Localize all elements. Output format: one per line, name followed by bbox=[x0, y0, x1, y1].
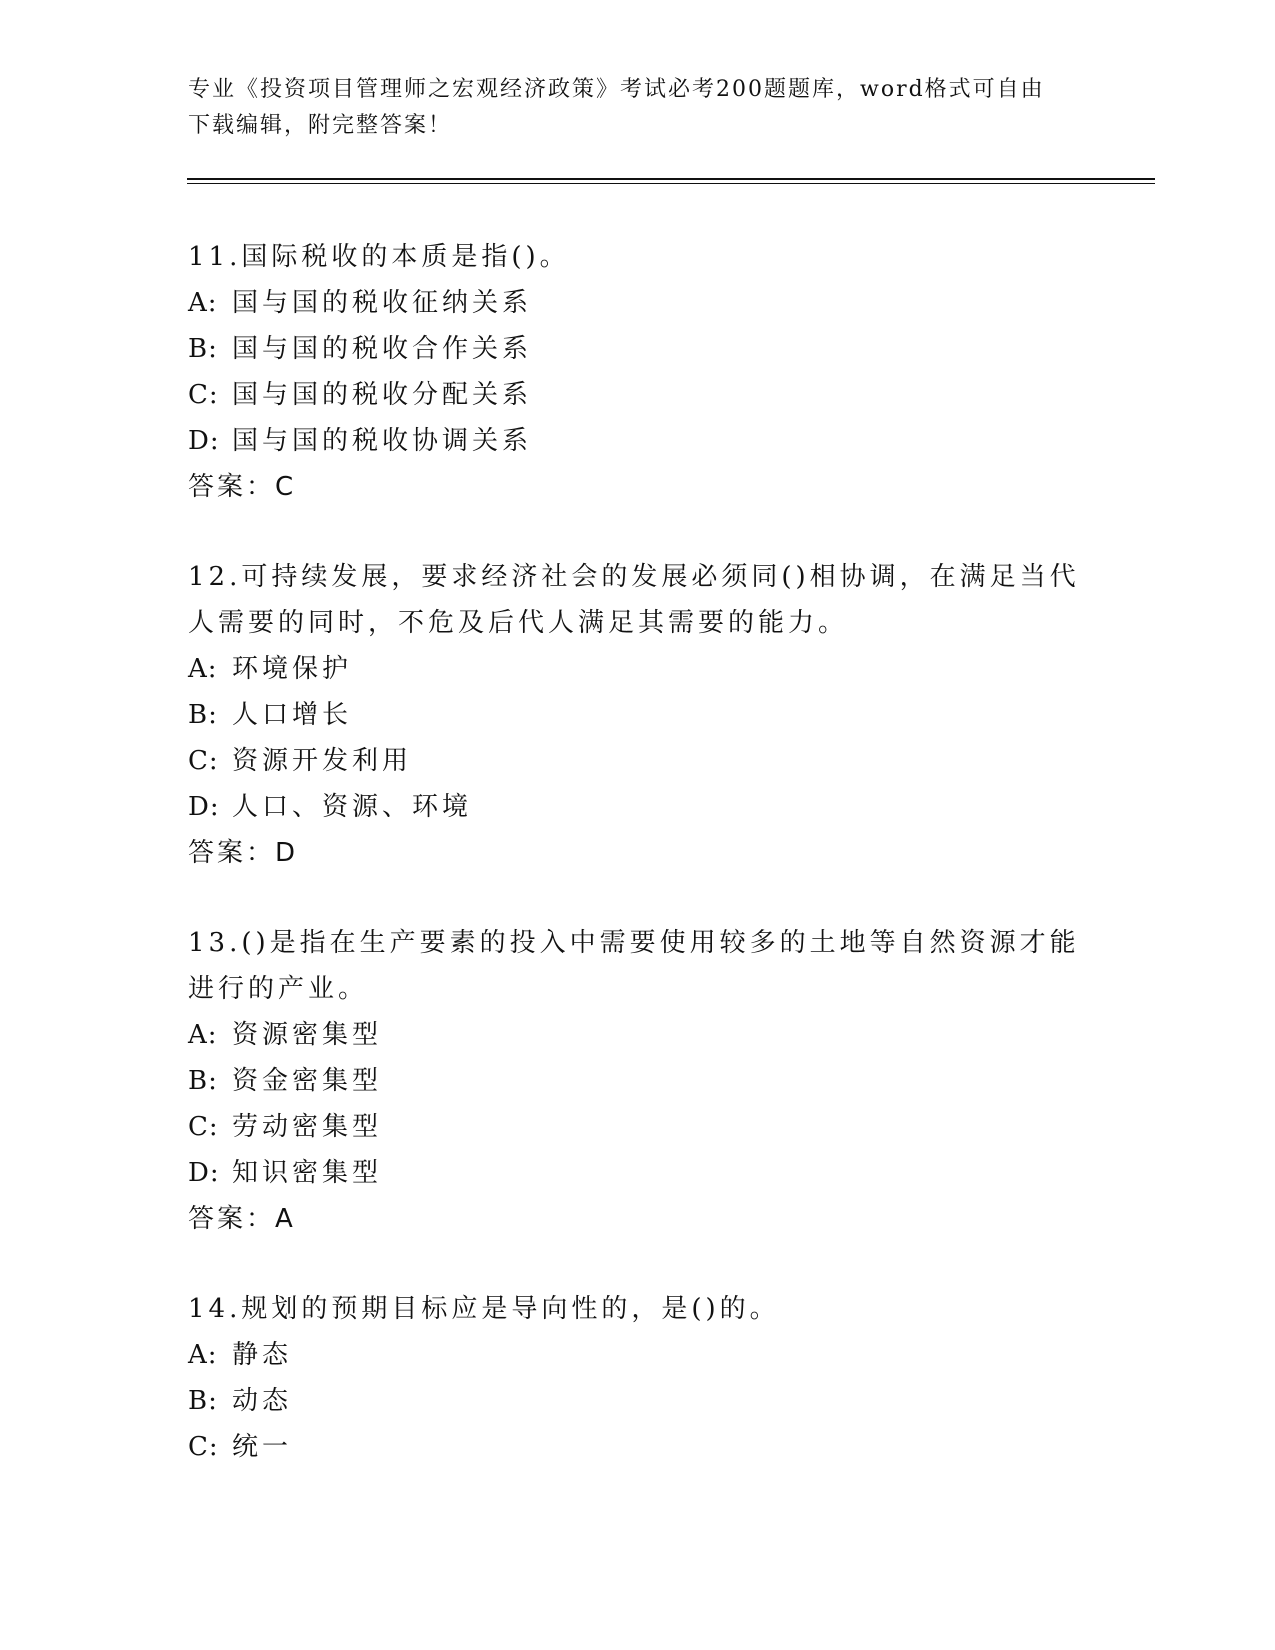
option-letter: A: bbox=[188, 1340, 218, 1370]
answer-label: 答案： bbox=[188, 1204, 276, 1234]
question-stem: 12.可持续发展，要求经济社会的发展必须同()相协调，在满足当代人需要的同时，不危及后代人满足其需要的能力。 bbox=[188, 562, 1080, 638]
option-letter: B: bbox=[188, 1066, 218, 1096]
option-a bbox=[188, 280, 1088, 326]
option-text: 动态 bbox=[232, 1386, 293, 1416]
answer-line bbox=[188, 1196, 1088, 1242]
question-14 bbox=[188, 1286, 1088, 1470]
option-text: 劳动密集型 bbox=[232, 1112, 383, 1142]
option-letter: B: bbox=[188, 700, 218, 730]
option-a bbox=[188, 646, 1088, 692]
option-d bbox=[188, 418, 1088, 464]
option-letter: B: bbox=[188, 1386, 218, 1416]
question-11 bbox=[188, 234, 1088, 510]
option-letter: C: bbox=[188, 1432, 219, 1462]
option-text: 人口增长 bbox=[232, 700, 353, 730]
header-line-1: 专业《投资项目管理师之宏观经济政策》考试必考200题题库，word格式可自由 bbox=[188, 77, 1045, 102]
answer-line bbox=[188, 830, 1088, 876]
question-stem: 14.规划的预期目标应是导向性的，是()的。 bbox=[188, 1294, 780, 1324]
option-text: 资源密集型 bbox=[232, 1020, 383, 1050]
option-letter: A: bbox=[188, 1020, 218, 1050]
option-text: 国与国的税收协调关系 bbox=[232, 426, 533, 456]
option-a bbox=[188, 1012, 1088, 1058]
option-text: 统一 bbox=[232, 1432, 293, 1462]
answer-line bbox=[188, 464, 1088, 510]
option-b bbox=[188, 1058, 1088, 1104]
question-12 bbox=[188, 554, 1088, 876]
option-b bbox=[188, 692, 1088, 738]
option-c bbox=[188, 1104, 1088, 1150]
option-text: 国与国的税收分配关系 bbox=[232, 380, 533, 410]
option-text: 资源开发利用 bbox=[232, 746, 413, 776]
option-letter: D: bbox=[188, 1158, 220, 1188]
option-c bbox=[188, 1424, 1088, 1470]
option-letter: D: bbox=[188, 426, 220, 456]
header-divider-thin bbox=[187, 183, 1155, 184]
header-divider-thick bbox=[187, 178, 1155, 180]
option-letter: C: bbox=[188, 380, 219, 410]
option-a bbox=[188, 1332, 1088, 1378]
question-stem: 13.()是指在生产要素的投入中需要使用较多的土地等自然资源才能进行的产业。 bbox=[188, 928, 1080, 1004]
option-d bbox=[188, 1150, 1088, 1196]
answer-value: D bbox=[275, 838, 298, 868]
answer-label: 答案： bbox=[188, 472, 276, 502]
question-13 bbox=[188, 920, 1088, 1242]
option-d bbox=[188, 784, 1088, 830]
question-list bbox=[188, 234, 1088, 1514]
option-text: 静态 bbox=[232, 1340, 293, 1370]
answer-value: C bbox=[275, 472, 296, 502]
option-b bbox=[188, 1378, 1088, 1424]
answer-value: A bbox=[275, 1204, 295, 1234]
option-text: 人口、资源、环境 bbox=[232, 792, 473, 822]
header-line-2: 下载编辑，附完整答案！ bbox=[188, 113, 453, 138]
option-c bbox=[188, 738, 1088, 784]
option-letter: B: bbox=[188, 334, 218, 364]
option-b bbox=[188, 326, 1088, 372]
option-text: 资金密集型 bbox=[232, 1066, 383, 1096]
option-text: 环境保护 bbox=[232, 654, 353, 684]
option-letter: A: bbox=[188, 654, 218, 684]
option-c bbox=[188, 372, 1088, 418]
option-letter: C: bbox=[188, 746, 219, 776]
option-text: 国与国的税收合作关系 bbox=[232, 334, 533, 364]
answer-label: 答案： bbox=[188, 838, 276, 868]
option-text: 国与国的税收征纳关系 bbox=[232, 288, 533, 318]
question-stem: 11.国际税收的本质是指()。 bbox=[188, 242, 570, 272]
document-header bbox=[188, 72, 1078, 144]
option-text: 知识密集型 bbox=[232, 1158, 383, 1188]
option-letter: A: bbox=[188, 288, 218, 318]
option-letter: C: bbox=[188, 1112, 219, 1142]
option-letter: D: bbox=[188, 792, 220, 822]
